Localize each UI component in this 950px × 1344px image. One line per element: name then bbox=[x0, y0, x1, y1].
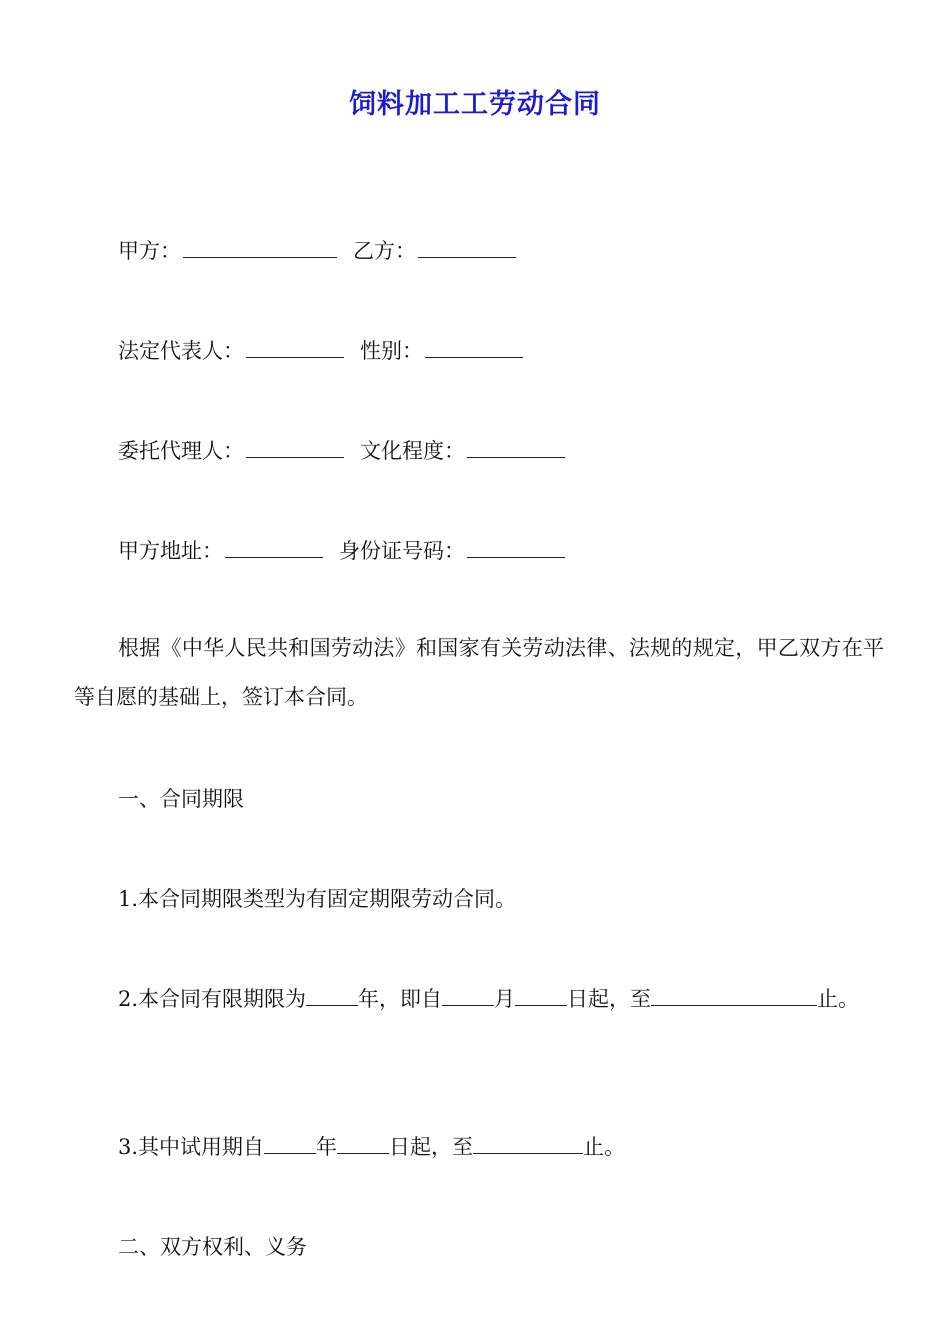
party-a-blank[interactable] bbox=[183, 237, 337, 258]
address-a-blank[interactable] bbox=[225, 537, 323, 558]
gender-label: 性别： bbox=[360, 339, 423, 363]
education-blank[interactable] bbox=[467, 437, 565, 458]
document-title: 饲料加工工劳动合同 bbox=[349, 89, 601, 120]
section2-heading: 二、双方权利、义务 bbox=[118, 1235, 307, 1259]
education-label: 文化程度： bbox=[360, 439, 465, 463]
party-b-label: 乙方： bbox=[353, 239, 416, 263]
section1-heading: 一、合同期限 bbox=[118, 787, 244, 811]
item2-month-blank[interactable] bbox=[442, 985, 494, 1006]
legal-rep-blank[interactable] bbox=[246, 337, 344, 358]
item3-text-a: 3.其中试用期自 bbox=[118, 1135, 265, 1159]
party-b-blank[interactable] bbox=[418, 237, 516, 258]
item3-text-d: 止。 bbox=[583, 1135, 626, 1159]
item2-end-blank[interactable] bbox=[651, 985, 817, 1006]
item2-day-blank[interactable] bbox=[515, 985, 567, 1006]
legal-rep-line bbox=[118, 336, 525, 366]
section1-item1: 1.本合同期限类型为有固定期限劳动合同。 bbox=[118, 887, 517, 911]
item2-text-d: 日起，至 bbox=[567, 987, 652, 1011]
item3-text-b: 年 bbox=[316, 1135, 338, 1159]
agent-label: 委托代理人： bbox=[118, 439, 244, 463]
section1-item2 bbox=[118, 984, 859, 1014]
section1-item3 bbox=[118, 1132, 625, 1162]
gender-blank[interactable] bbox=[425, 337, 523, 358]
item3-start-blank[interactable] bbox=[264, 1133, 316, 1154]
address-a-label: 甲方地址： bbox=[118, 539, 223, 563]
party-line bbox=[118, 236, 518, 266]
agent-blank[interactable] bbox=[246, 437, 344, 458]
item3-day-blank[interactable] bbox=[337, 1133, 389, 1154]
item2-text-e: 止。 bbox=[817, 987, 860, 1011]
intro-paragraph: 根据《中华人民共和国劳动法》和国家有关劳动法律、法规的规定，甲乙双方在平等自愿的基础上，签订本合同。 bbox=[74, 636, 884, 709]
item2-years-blank[interactable] bbox=[306, 985, 358, 1006]
agent-line bbox=[118, 436, 567, 466]
item2-text-c: 月 bbox=[494, 987, 516, 1011]
item3-end-blank[interactable] bbox=[473, 1133, 583, 1154]
legal-rep-label: 法定代表人： bbox=[118, 339, 244, 363]
id-number-label: 身份证号码： bbox=[339, 539, 465, 563]
item2-text-b: 年，即自 bbox=[358, 987, 443, 1011]
item3-text-c: 日起，至 bbox=[389, 1135, 474, 1159]
address-line bbox=[118, 536, 567, 566]
party-a-label: 甲方： bbox=[118, 239, 181, 263]
id-number-blank[interactable] bbox=[467, 537, 565, 558]
item2-text-a: 2.本合同有限期限为 bbox=[118, 987, 307, 1011]
